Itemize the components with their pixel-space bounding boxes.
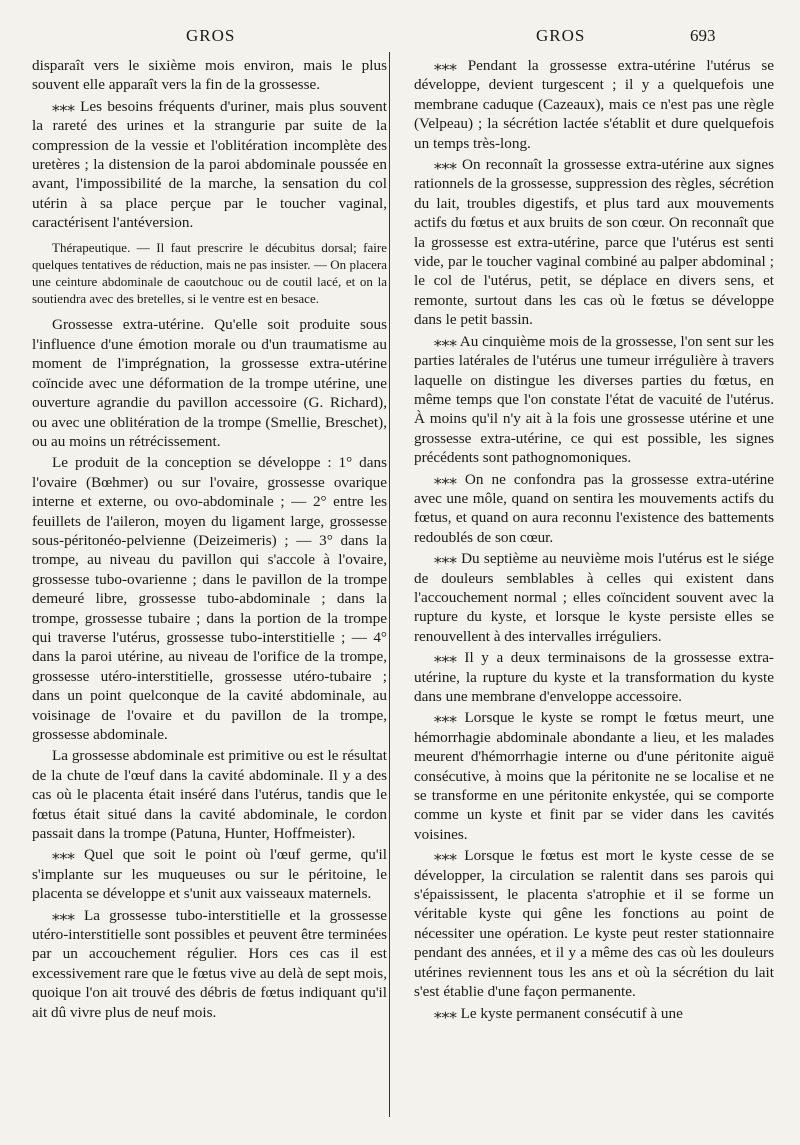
page-header [0,26,800,50]
paragraph: ⁎⁎⁎ Pendant la grossesse extra-utérine l'utérus se développe, devient turgescent ; il y a quelquefois une membrane caduque (Cazeaux), mais ce n'est pas une règle (Velpeau) ; la sécrétion lactée s'établit et dure quelquefois un temps très-long. [414,57,774,152]
paragraph: ⁎⁎⁎ Du septième au neuvième mois l'utérus est le siége de douleurs semblables à celles qui existent dans l'accouchement normal ; elles coïncident souvent avec la rupture du kyste, et lorsque le kyste persiste elles se renouvellent à des intervalles irréguliers. [414,550,774,645]
paragraph: ⁎⁎⁎ On reconnaît la grossesse extra-utérine aux signes rationnels de la grossesse, suppression des règles, sécrétion du lait, troubles digestifs, et plus tard aux mouvements actifs du fœtus et aux bruits de son cœur. On reconnaît que la grossesse est extra-utérine, parce que l'utérus est senti vide, par le toucher vaginal combiné au palper abdominal ; le col de l'utérus, petit, se déplace en divers sens, et remonte, surtout dans les cas où le fœtus se développe dans le petit bassin. [414,156,774,329]
paragraph: ⁎⁎⁎ Le kyste permanent consécutif à une [434,1004,683,1022]
section-entry-grossesse-extra-uterine: Grossesse extra-utérine. Qu'elle soit produite sous l'influence d'une émotion morale ou d'un traumatisme au moment de l'imprégnation, la grossesse extra-utérine coïncide avec une déformation de la trompe utérine, une ouverture agrandie du pavillon accessoire (G. Richard), ou avec une oblitération de la trompe (Smellie, Breschet), ou au moins un rétrécissement. [32,316,387,450]
therapeutics-note: Thérapeutique. — Il faut prescrire le décubitus dorsal; faire quelques tentatives de réduction, mais ne pas insister. — On placera une ceinture abdominale de caoutchouc ou de coutil lacé, et on la soutiendra avec des bretelles, si le ventre est en besace. [32,239,387,307]
paragraph: ⁎⁎⁎ Il y a deux terminaisons de la grossesse extra-utérine, la rupture du kyste et la transformation du kyste dans une membrane d'enveloppe accessoire. [414,649,774,705]
paragraph: ⁎⁎⁎ Lorsque le fœtus est mort le kyste cesse de se développer, la circulation se ralentit dans ses parois qui s'épaississent, le placenta s'atrophie et il se forme un véritable kyste qui gêne les fonctions au point de nécessiter une opération. Le kyste peut rester stationnaire pendant des années, et il y a même des cas où les douleurs utérines reviennent tous les ans et où la sécrétion du lait s'est établie d'une façon permanente. [414,847,774,1001]
paragraph: ⁎⁎⁎ Quel que soit le point où l'œuf germe, qu'il s'implante sur les muqueuses ou sur le péritoine, le placenta se développe et s'unit aux vaisseaux maternels. [32,846,387,903]
running-head-left: GROS [186,26,236,45]
page-number: 693 [690,26,716,45]
paragraph: ⁎⁎⁎ On ne confondra pas la grossesse extra-utérine avec une môle, quand on sentira les mouvements actifs du fœtus, et quand on aura reconnu l'existence des battements redoublés de son cœur. [414,470,774,546]
paragraph: disparaît vers le sixième mois environ, mais le plus souvent elle apparaît vers la fin de la grossesse. [32,57,387,94]
column-divider [389,52,390,1117]
running-head-right: GROS [536,26,586,45]
paragraph: ⁎⁎⁎ Lorsque le kyste se rompt le fœtus meurt, une hémorrhagie abdominale abondante a lieu, et les malades meurent d'hémorrhagie interne ou d'une péritonite aiguë consécutive, à moins que la péritonite ne se localise et ne se transforme en une péritonite enkystée, qui se comporte comme un kyste et finit par se vider dans les cavités voisines. [414,709,774,843]
left-column [32,56,387,1024]
paragraph: La grossesse abdominale est primitive ou est le résultat de la chute de l'œuf dans la cavité abdominale. Il y a des cas où le placenta était inséré dans l'utérus, tandis que le fœtus était situé dans la cavité abdominale, le cordon passait dans la trompe (Patuna, Hunter, Hoffmeister). [32,747,387,843]
paragraph: ⁎⁎⁎ La grossesse tubo-interstitielle et la grossesse utéro-interstitielle sont possibles et peuvent être terminées par un accouchement régulier. Hors ces cas il est excessivement rare que le fœtus vive au delà de sept mois, quoique l'on ait trouvé des débris de fœtus indiquant qu'il ait dû vivre plus de neuf mois. [32,906,387,1021]
right-column [414,56,774,1025]
paragraph: ⁎⁎⁎ Au cinquième mois de la grossesse, l'on sent sur les parties latérales de l'utérus une tumeur irrégulière à travers laquelle on distingue les diverses parties du fœtus, en même temps que l'on constate l'état de vacuité de l'utérus. À moins qu'il n'y ait à la fois une grossesse utérine et une grossesse extra-utérine, ce qui est possible, les signes précédents sont pathognomoniques. [414,332,774,467]
paragraph: Le produit de la conception se développe : 1° dans l'ovaire (Bœhmer) ou sur l'ovaire, grossesse ovarique interne et externe, ou ovo-abdominale ; — 2° entre les feuillets de l'aileron, moyen du ligament large, grossesse sous-péritonéo-pelvienne (Deizeimeris) ; — 3° dans la trompe, au niveau du pavillon qui s'accole à l'ovaire, grossesse tubo-ovarienne ; dans le pavillon de la trompe demeuré libre, grossesse tubo-abdominale ; dans la trompe, grossesse tubaire ; dans la portion de la trompe qui traverse l'utérus, grossesse tubo-interstitielle ; — 4° dans la paroi utérine, au niveau de l'orifice de la trompe, grossesse utéro-interstitielle, grossesse utéro-tubaire ; dans un point quelconque de la cavité abdominale, au voisinage de l'ovaire et du pavillon de la trompe, grossesse abdominale. [32,454,387,743]
paragraph: ⁎⁎⁎ Les besoins fréquents d'uriner, mais plus souvent la rareté des urines et la strangurie par suite de la compression de la vessie et l'oblitération incomplète des uretères ; la distension de la paroi abdominale poussée en avant, l'impossibilité de la marche, la sensation du col utérin à sa place perçue par le toucher vaginal, caractérisent l'antéversion. [32,97,387,232]
